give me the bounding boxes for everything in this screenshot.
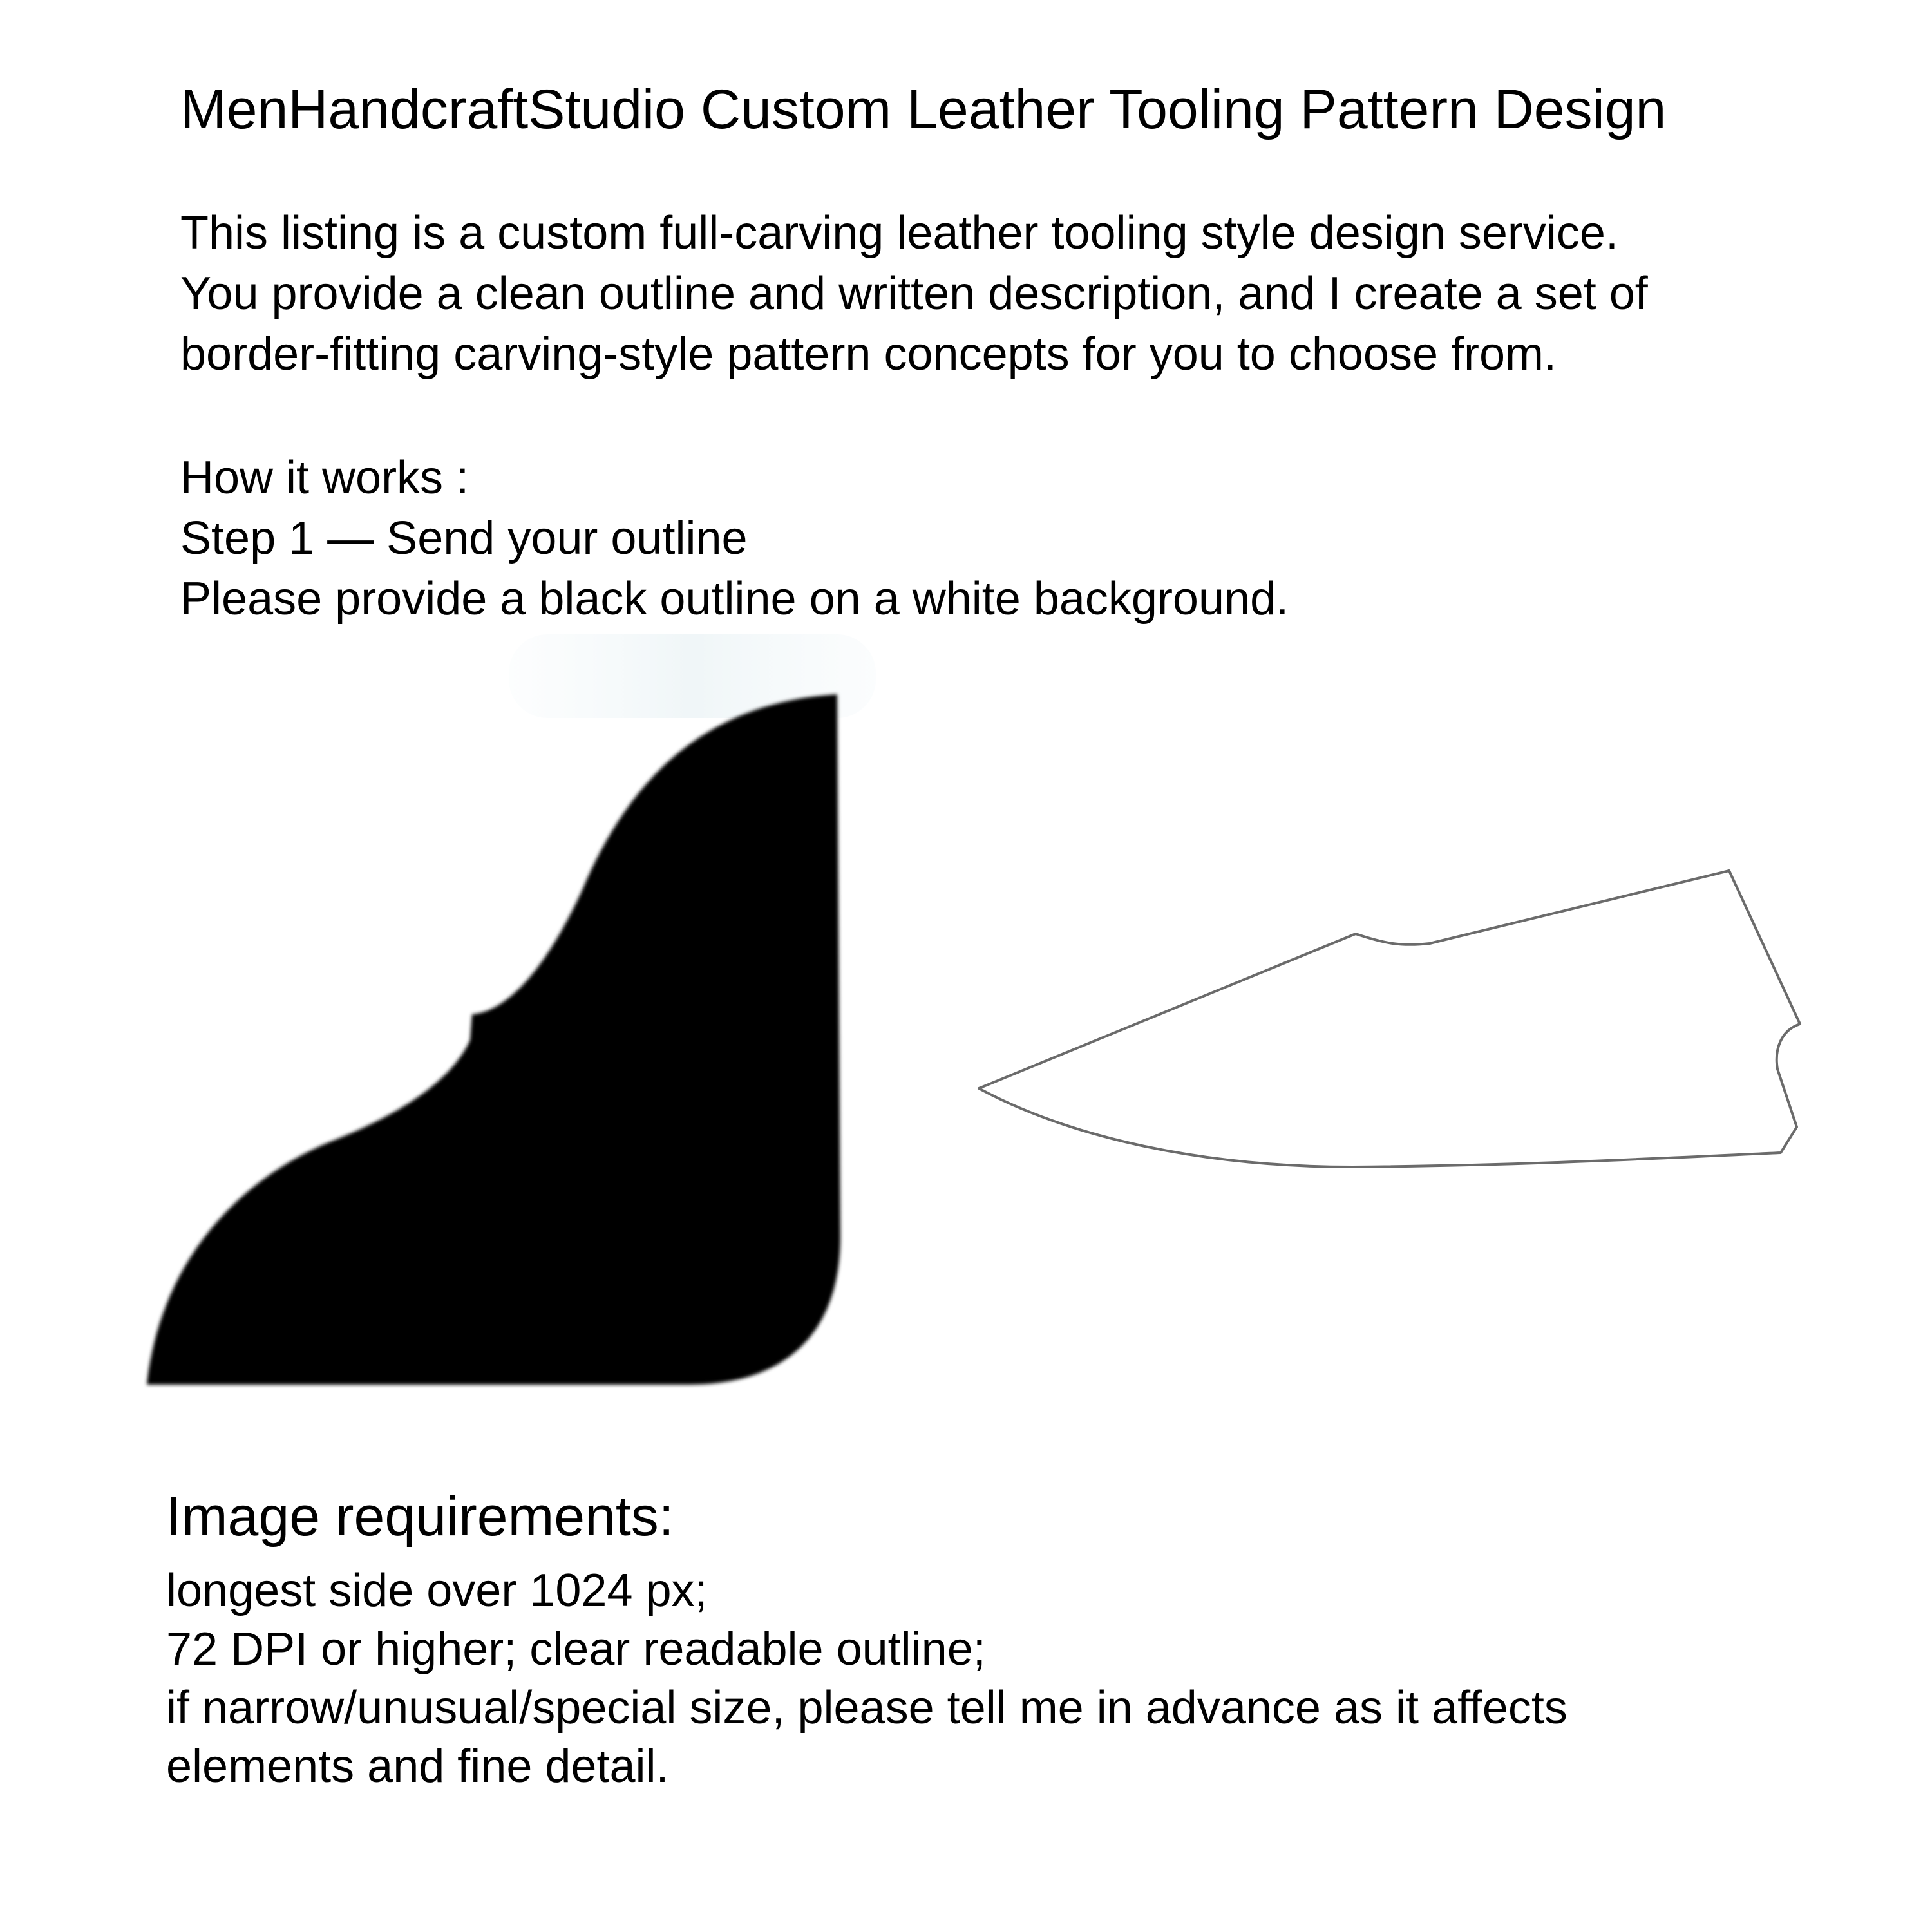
step-1-title: Step 1 — Send your outline	[180, 513, 748, 564]
requirement-line-3: if narrow/unusual/special size, please tell me in advance as it affects	[166, 1682, 1567, 1734]
intro-line-1: This listing is a custom full-carving leather tooling style design service.	[180, 207, 1618, 259]
intro-line-2: You provide a clean outline and written description, and I create a set of	[180, 268, 1648, 319]
intro-paragraph	[180, 203, 1648, 384]
line-outline-example	[953, 837, 1803, 1198]
outline-shape	[979, 871, 1800, 1167]
step-1-text: Please provide a black outline on a white background.	[180, 573, 1289, 625]
how-it-works-heading: How it works :	[180, 452, 469, 504]
requirement-line-4: elements and fine detail.	[166, 1741, 669, 1792]
requirements-heading: Image requirements:	[166, 1486, 674, 1548]
requirements-list	[166, 1562, 1567, 1796]
requirement-line-2: 72 DPI or higher; clear readable outline;	[166, 1624, 986, 1675]
requirement-line-1: longest side over 1024 px;	[166, 1565, 708, 1616]
solid-shape	[147, 694, 840, 1385]
page-title: MenHandcraftStudio Custom Leather Tooling Pattern Design	[180, 79, 1667, 140]
intro-line-3: border-fitting carving-style pattern concepts for you to choose from.	[180, 328, 1557, 380]
solid-outline-example	[129, 618, 889, 1391]
how-it-works-section	[180, 448, 1289, 629]
